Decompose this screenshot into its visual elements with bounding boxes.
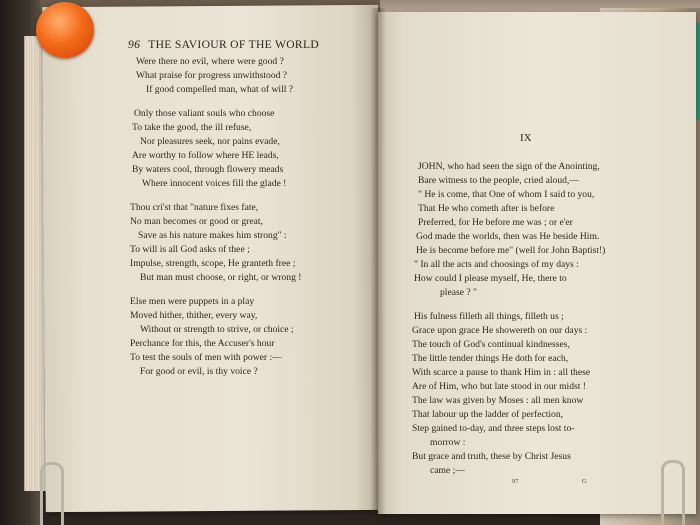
page-holder-clip-left — [40, 462, 64, 525]
poem-line: Only those valiant souls who choose — [134, 108, 275, 119]
poem-line: please ? " — [440, 287, 477, 298]
poem-line: How could I please myself, He, there to — [414, 273, 567, 284]
poem-line: That labour up the ladder of perfection, — [412, 409, 564, 420]
poem-line: morrow : — [430, 437, 466, 448]
poem-line: Impulse, strength, scope, He granteth free ; — [130, 258, 296, 269]
poem-line: The touch of God's continual kindnesses, — [412, 339, 570, 350]
poem-line: Grace upon grace He showereth on our days : — [412, 325, 588, 336]
poem-line: With scarce a pause to thank Him in : all these — [412, 367, 591, 378]
poem-line: No man becomes or good or great, — [130, 216, 263, 227]
right-page-number: 97 — [512, 478, 519, 485]
poem-line: But grace and truth, these by Christ Jesus — [412, 451, 571, 462]
poem-line: His fulness filleth all things, filleth us ; — [414, 311, 564, 322]
poem-line: Without or strength to strive, or choice ; — [140, 324, 294, 335]
poem-line: Save as his nature makes him strong" : — [138, 230, 287, 241]
poem-line: The law was given by Moses : all men know — [412, 395, 584, 406]
poem-line: Nor pleasures seek, nor pains evade, — [140, 136, 280, 147]
poem-line: To take the good, the ill refuse, — [132, 122, 252, 133]
poem-line: " He is come, that One of whom I said to you, — [418, 189, 595, 200]
page-holder-clip-right — [661, 460, 685, 525]
poem-line: Preferred, for He before me was ; or e'er — [418, 217, 573, 228]
poem-line: If good compelled man, what of will ? — [146, 84, 294, 95]
orange-bookmark — [36, 2, 94, 58]
poem-line: Else men were puppets in a play — [130, 296, 255, 307]
poem-line: Perchance for this, the Accuser's hour — [130, 338, 275, 349]
poem-line: To will is all God asks of thee ; — [130, 244, 250, 255]
poem-line: " In all the acts and choosings of my days : — [414, 259, 579, 270]
left-running-header — [128, 38, 378, 51]
poem-line: Thou cri'st that "nature fixes fate, — [130, 202, 259, 213]
poem-line: Are worthy to follow where HE leads, — [132, 150, 279, 161]
poem-line: The little tender things He doth for each, — [412, 353, 569, 364]
poem-line: He is become before me" (well for John Baptist!) — [416, 245, 606, 256]
poem-line: God made the worlds, then was He beside Him. — [416, 231, 600, 242]
left-page-number: 96 — [128, 38, 141, 51]
poem-line: Bare witness to the people, cried aloud,— — [418, 175, 579, 186]
poem-line: That He who cometh after is before — [418, 203, 555, 214]
poem-line: came ;— — [430, 465, 465, 476]
poem-line: Were there no evil, where were good ? — [136, 56, 284, 67]
poem-line: But man must choose, or right, or wrong ! — [140, 272, 302, 283]
poem-line: Are of Him, who but late stood in our midst ! — [412, 381, 586, 392]
poem-line: What praise for progress unwithstood ? — [136, 70, 288, 81]
poem-line: JOHN, who had seen the sign of the Anointing, — [418, 161, 600, 172]
running-head-title: THE SAVIOUR OF THE WORLD — [148, 38, 320, 51]
poem-line: For good or evil, is thy voice ? — [140, 366, 258, 377]
poem-line: Where innocent voices fill the glade ! — [142, 178, 287, 189]
signature-mark: G — [582, 478, 587, 485]
poem-line: Step gained to-day, and three steps lost to- — [412, 423, 575, 434]
chapter-heading: IX — [520, 132, 532, 144]
book-gutter — [370, 8, 386, 514]
poem-line: To test the souls of men with power :— — [130, 352, 282, 363]
poem-line: Moved hither, thither, every way, — [130, 310, 258, 321]
poem-line: By waters cool, through flowery meads — [132, 164, 284, 175]
